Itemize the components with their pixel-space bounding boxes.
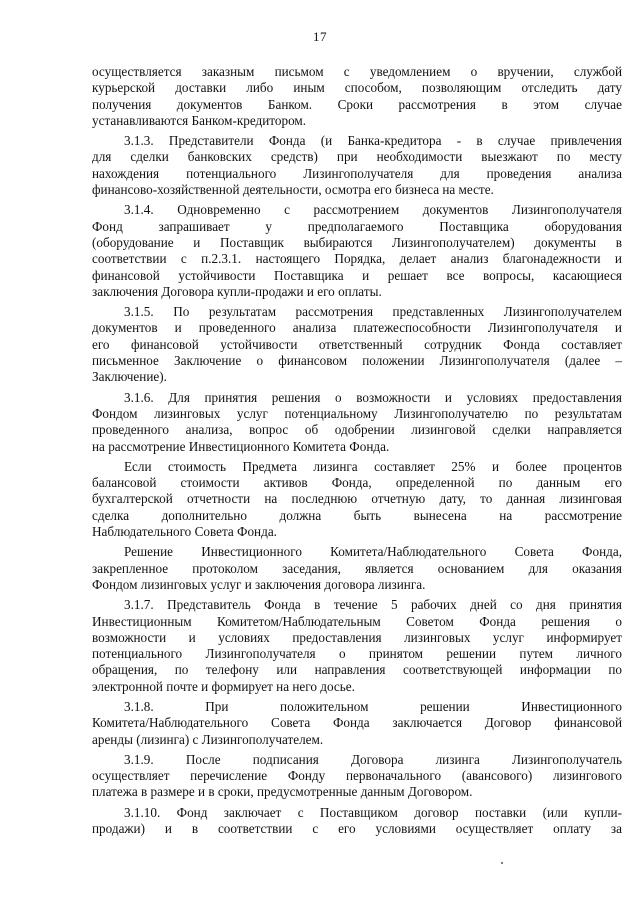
text-line: проведенного анализа, вопрос об одобрении лизинговой сделки направляется bbox=[92, 422, 622, 438]
text-line: 3.1.10. Фонд заключает с Поставщиком договор поставки (или купли- bbox=[124, 804, 622, 820]
page-number: 17 bbox=[313, 29, 327, 44]
text-line: балансовой стоимости активов Фонда, определенной по данным его bbox=[92, 475, 622, 491]
text-line: осуществляется заказным письмом с уведомлением о вручении, службой bbox=[92, 64, 622, 79]
text-line: Фондом лизинговых услуг и заключения договора лизинга. bbox=[92, 576, 426, 592]
text-line: бухгалтерской отчетности на последнюю отчетную дату, то данная лизинговая bbox=[92, 491, 622, 507]
paragraph-3-1-8 bbox=[92, 699, 622, 748]
text-line: получения документов Банком. Сроки рассмотрения в этом случае bbox=[92, 96, 622, 112]
text-line: возможности и условиях предоставления лизинговых услуг информирует bbox=[92, 629, 622, 645]
paragraph-3-1-4 bbox=[92, 202, 622, 300]
text-line: 3.1.5. По результатам рассмотрения представленных Лизингополучателем bbox=[124, 304, 622, 320]
text-line: Фондом лизинговых услуг потенциальному Лизингополучателю по результатам bbox=[92, 405, 622, 421]
document-body bbox=[92, 64, 622, 841]
text-line: продажи) и в соответствии с его условиями осуществляет оплату за bbox=[92, 821, 622, 837]
text-line: заключения Договора купли-продажи и его оплаты. bbox=[92, 283, 382, 299]
text-line: (оборудование и Поставщик выбираются Лизингополучателем) документы в bbox=[92, 234, 622, 250]
text-line: финансово-хозяйственной деятельности, осмотра его бизнеса на месте. bbox=[92, 182, 494, 198]
paragraph-3-1-10 bbox=[92, 805, 622, 838]
text-line: обращения, по телефону или направления соответствующей информации по bbox=[92, 662, 622, 678]
text-line: платежа в размере и в сроки, предусмотренные данным Договором. bbox=[92, 784, 473, 800]
paragraph-3-1-3 bbox=[92, 133, 622, 198]
text-line: на рассмотрение Инвестиционного Комитета Фонда. bbox=[92, 438, 390, 454]
text-line: осуществляет перечисление Фонду первоначального (авансового) лизингового bbox=[92, 768, 622, 784]
text-line: 3.1.8. При положительном решении Инвестиционного bbox=[124, 698, 622, 714]
text-line: для сделки банковских средств) при необходимости выезжают по месту bbox=[92, 149, 622, 165]
text-line: потенциального Лизингополучателя о принятом решении путем личного bbox=[92, 646, 622, 662]
text-line: 3.1.7. Представитель Фонда в течение 5 рабочих дней со дня принятия bbox=[124, 597, 622, 613]
text-line: финансовой устойчивости Поставщика и решает все вопросы, касающиеся bbox=[92, 267, 622, 283]
text-line: 3.1.6. Для принятия решения о возможности и условиях предоставления bbox=[124, 389, 622, 405]
text-line: нахождения потенциального Лизингополучателя для проведения анализа bbox=[92, 165, 622, 181]
text-line: Инвестиционным Комитетом/Наблюдательным Советом Фонда решения о bbox=[92, 613, 622, 629]
text-line: 3.1.9. После подписания Договора лизинга Лизингополучатель bbox=[124, 751, 622, 767]
paragraph-3-1-6 bbox=[92, 390, 622, 455]
text-line: соответствии с п.2.3.1. настоящего Порядка, делает анализ благонадежности и bbox=[92, 251, 622, 267]
paragraph-3-1-9 bbox=[92, 752, 622, 801]
text-line: закрепленное протоколом заседания, является основанием для оказания bbox=[92, 560, 622, 576]
text-line: аренды (лизинга) с Лизингополучателем. bbox=[92, 731, 324, 747]
paragraph-3-1-6-decision bbox=[92, 544, 622, 593]
paragraph-p0 bbox=[92, 64, 622, 129]
text-line: 3.1.4. Одновременно с рассмотрением документов Лизингополучателя bbox=[124, 202, 622, 218]
text-line: его финансовой устойчивости ответственный сотрудник Фонда составляет bbox=[92, 336, 622, 352]
text-line: сделка дополнительно должна быть вынесена на рассмотрение bbox=[92, 507, 622, 523]
text-line: документов и проведенного анализа платежеспособности Лизингополучателя и bbox=[92, 320, 622, 336]
text-line: электронной почте и формирует на него досье. bbox=[92, 678, 355, 694]
text-line: Наблюдательного Совета Фонда. bbox=[92, 524, 277, 540]
paragraph-3-1-5 bbox=[92, 304, 622, 385]
text-line: Решение Инвестиционного Комитета/Наблюдательного Совета Фонда, bbox=[124, 544, 622, 560]
text-line: Если стоимость Предмета лизинга составляет 25% и более процентов bbox=[124, 458, 622, 474]
text-line: устанавливаются Банком-кредитором. bbox=[92, 112, 307, 128]
paragraph-3-1-7 bbox=[92, 597, 622, 695]
text-line: 3.1.3. Представители Фонда (и Банка-кредитора - в случае привлечения bbox=[124, 133, 622, 149]
paragraph-3-1-6-cost bbox=[92, 459, 622, 540]
text-line: курьерской доставки либо иным способом, позволяющим отследить дату bbox=[92, 80, 622, 96]
text-line: Комитета/Наблюдательного Совета Фонда заключается Договор финансовой bbox=[92, 715, 622, 731]
text-line: Фонд запрашивает у предполагаемого Поставщика оборудования bbox=[92, 218, 622, 234]
text-line: письменное Заключение о финансовом положении Лизингополучателя (далее – bbox=[92, 353, 622, 369]
scan-speck bbox=[501, 862, 503, 864]
text-line: Заключение). bbox=[92, 369, 167, 385]
